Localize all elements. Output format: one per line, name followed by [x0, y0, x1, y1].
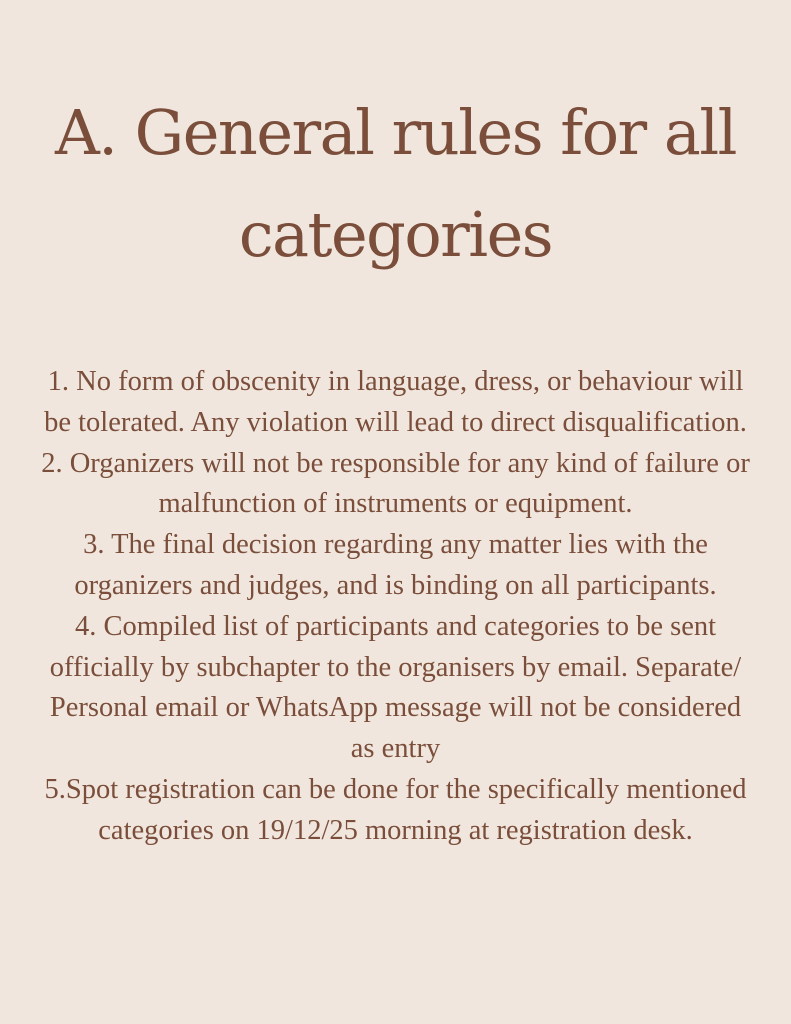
rule-item-2: 2. Organizers will not be responsible for any kind of failure or malfunction of instruments or equipment.	[41, 447, 750, 520]
page-title: A. General rules for all categories	[54, 96, 737, 271]
rules-list	[40, 362, 751, 852]
rule-item-4: 4. Compiled list of participants and categories to be sent officially by subchapter to the organisers by email. Separate/ Personal email or WhatsApp message will not be considered as entry	[49, 610, 742, 765]
rule-item-5: 5.Spot registration can be done for the specifically mentioned categories on 19/12/25 morning at registration desk.	[44, 773, 747, 846]
rule-item-3: 3. The final decision regarding any matter lies with the organizers and judges, and is binding on all participants.	[74, 529, 717, 601]
rule-item-1: 1. No form of obscenity in language, dress, or behaviour will be tolerated. Any violation will lead to direct disqualification.	[44, 366, 747, 438]
